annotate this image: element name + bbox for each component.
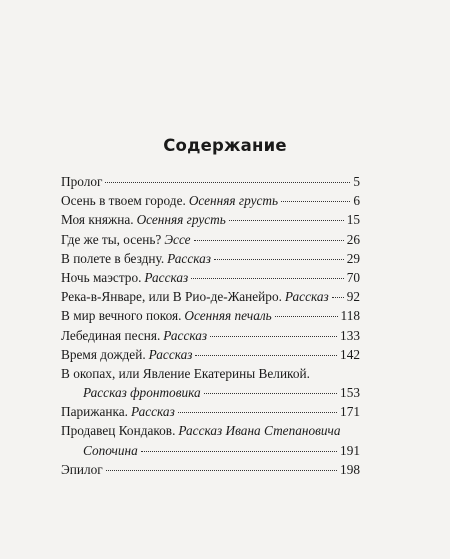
dot-leader	[195, 355, 337, 356]
toc-entry-genre: Рассказ	[167, 250, 211, 266]
toc-entry-title: В мир вечного покоя.	[61, 308, 182, 324]
toc-entry-page: 5	[353, 174, 360, 189]
toc-entry-genre: Рассказ	[130, 404, 175, 420]
toc-entry-genre: Рассказ фронтовика	[83, 385, 201, 401]
dot-leader	[281, 201, 350, 202]
dot-leader	[210, 336, 337, 337]
toc-entry-page: 153	[340, 385, 360, 401]
toc-entry-title: Моя княжна.	[61, 212, 134, 228]
toc-entry-title: Эпилог	[61, 461, 103, 477]
toc-entry-genre: Осенняя печаль	[184, 308, 272, 324]
toc-entry	[61, 287, 360, 306]
toc-entry-page: 6	[353, 193, 360, 209]
toc-entry-title: Река-в-Январе, или В Рио-де-Жанейро.	[61, 289, 282, 305]
toc-entry	[61, 402, 360, 421]
toc-entry-genre: Осенняя грусть	[188, 193, 279, 209]
toc-entry-genre: Рассказ	[144, 269, 189, 285]
toc-entry	[61, 326, 360, 345]
toc-entry-title: В окопах, или Явление Екатерины Великой.	[61, 365, 310, 381]
dot-leader	[194, 240, 344, 241]
toc-entry-genre: Рассказ	[163, 327, 208, 343]
toc-entry-genre: Рассказ	[148, 346, 193, 362]
toc-entry-page: 171	[340, 404, 360, 420]
dot-leader	[332, 297, 344, 298]
toc-entry-genre: Осенняя грусть	[136, 212, 226, 228]
toc-entry-title: Время дождей.	[61, 346, 146, 362]
toc-entry	[61, 306, 360, 325]
toc-entry-page: 198	[340, 461, 360, 477]
page-title: Содержание	[163, 136, 287, 155]
toc-entry-page: 70	[346, 269, 360, 285]
toc-entry-continuation	[61, 441, 360, 460]
toc-entry	[61, 345, 360, 364]
toc-entry-page: 92	[346, 289, 360, 305]
toc-entry	[61, 460, 360, 479]
toc-entry-title-line	[61, 364, 360, 383]
dot-leader	[214, 259, 344, 260]
toc-entry-genre-line1: Рассказ Ивана Степановича	[178, 423, 341, 439]
toc-entry-title: Лебединая песня.	[61, 327, 161, 343]
dot-leader	[141, 451, 337, 452]
dot-leader	[191, 278, 343, 279]
dot-leader	[105, 182, 350, 183]
toc-entry	[61, 172, 360, 191]
toc-entry-page: 15	[346, 212, 360, 228]
toc-entry	[61, 210, 360, 229]
toc-entry-continuation	[61, 383, 360, 402]
toc-entry-page: 118	[340, 308, 360, 324]
toc-entry-title-line	[61, 421, 360, 440]
toc-entry	[61, 191, 360, 210]
toc-entry-page: 26	[346, 231, 360, 247]
dot-leader	[178, 412, 337, 413]
toc-entry-genre: Эссе	[164, 231, 191, 247]
dot-leader	[106, 470, 337, 471]
toc-entry-title: Пролог	[61, 174, 103, 189]
toc-entry-title: Ночь маэстро.	[61, 269, 142, 285]
toc-entry-genre: Рассказ	[284, 289, 329, 305]
toc-entry-page: 142	[340, 346, 360, 362]
table-of-contents	[61, 172, 360, 479]
toc-entry-title: Парижанка.	[61, 404, 128, 420]
toc-entry	[61, 230, 360, 249]
toc-entry-title: В полете в бездну.	[61, 250, 165, 266]
dot-leader	[204, 393, 337, 394]
dot-leader	[229, 220, 344, 221]
toc-entry	[61, 249, 360, 268]
toc-entry-title: Продавец Кондаков.	[61, 423, 176, 439]
dot-leader	[275, 316, 338, 317]
toc-entry-genre-line2: Сопочина	[83, 442, 138, 458]
toc-entry-title: Осень в твоем городе.	[61, 193, 186, 209]
toc-entry	[61, 268, 360, 287]
toc-entry-page: 29	[346, 250, 360, 266]
toc-entry-title: Где же ты, осень?	[61, 231, 162, 247]
toc-entry-page: 133	[340, 327, 360, 343]
toc-entry-page: 191	[340, 442, 360, 458]
